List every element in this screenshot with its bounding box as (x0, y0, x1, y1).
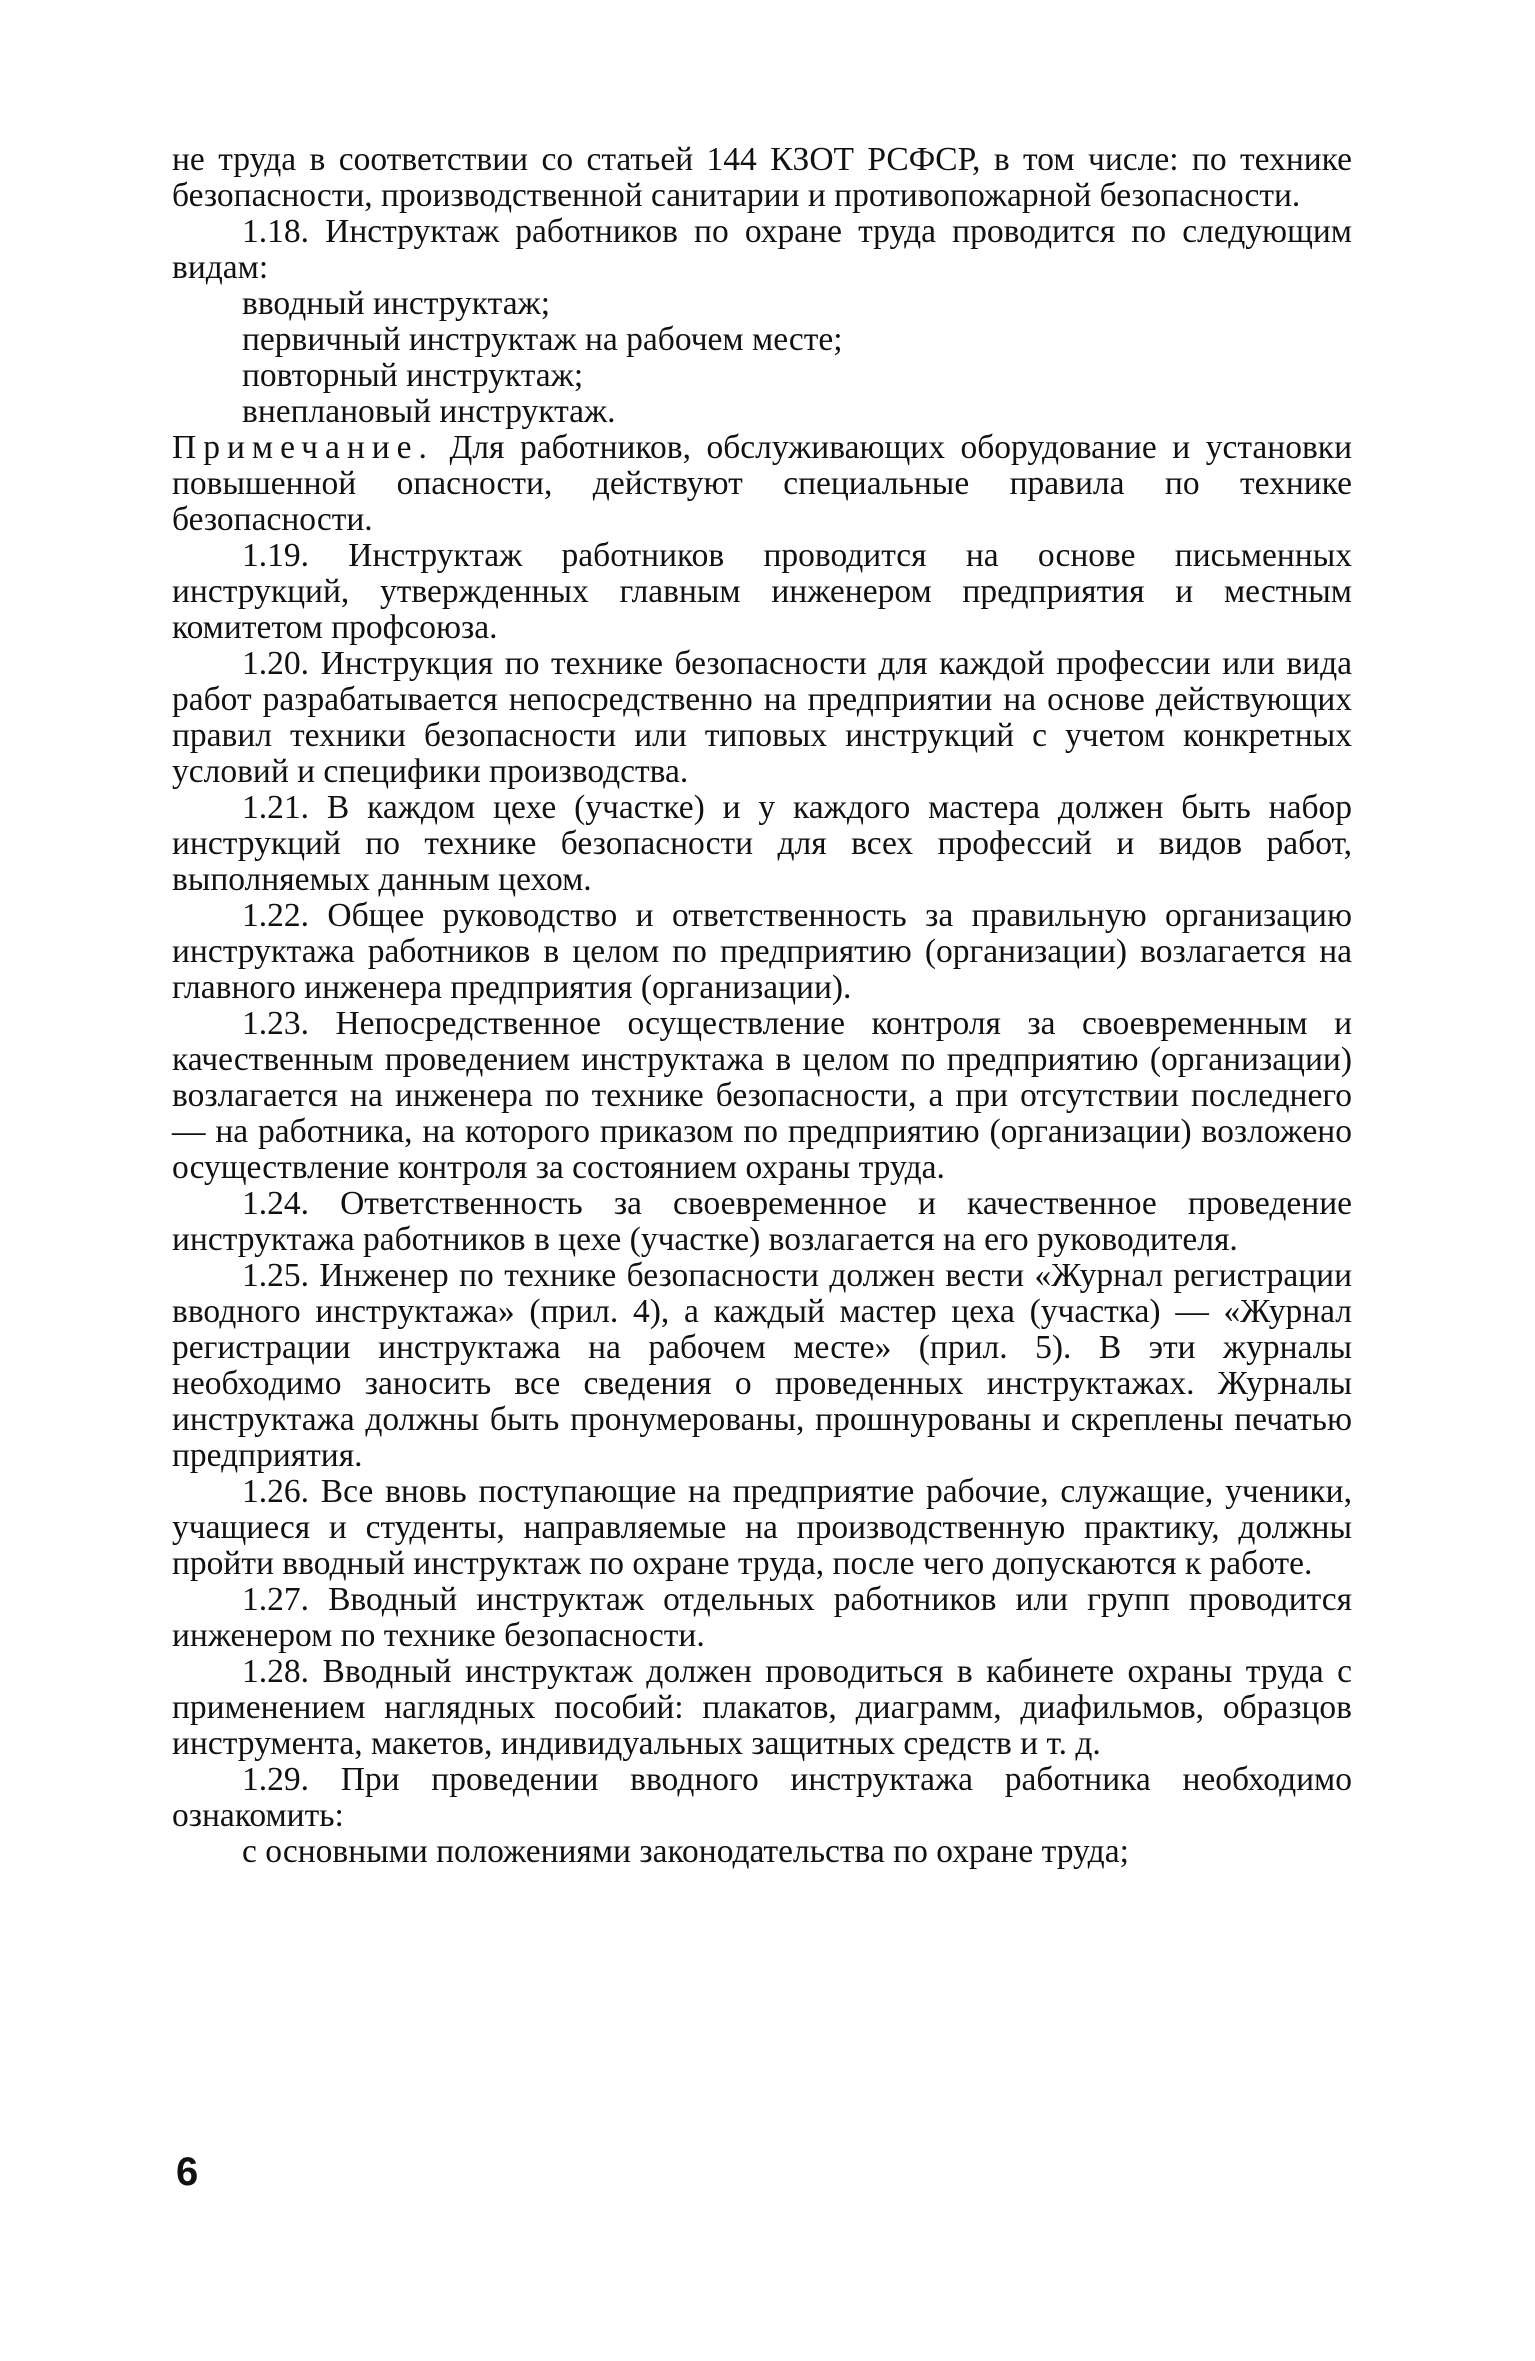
clause-1-24-paragraph: 1.24. Ответственность за своевременное и качественное проведение инструктажа работников в цехе (участке) возлагается на его руководителя. (172, 1185, 1352, 1258)
clause-1-21-paragraph: 1.21. В каждом цехе (участке) и у каждого мастера должен быть набор инструкций по технике безопасности для всех профессий и видов работ, выполняемых данным цехом. (172, 789, 1352, 898)
clause-1-29-list-item: с основными положениями законодательства по охране труда; (242, 1833, 1129, 1870)
clause-1-20-paragraph: 1.20. Инструкция по технике безопасности для каждой профессии или вида работ разрабатывается непосредственно на предприятии на основе действующих правил техники безопасности или типовых инструкций с учетом конкретных условий и специфики производства. (172, 645, 1352, 790)
clause-1-27-paragraph: 1.27. Вводный инструктаж отдельных работников или групп проводится инженером по технике безопасности. (172, 1581, 1352, 1654)
list-item: внеплановый инструктаж. (242, 393, 616, 430)
intro-continuation-paragraph: не труда в соответствии со статьей 144 КЗОТ РСФСР, в том числе: по технике безопасности, производственной санитарии и противопожарной безопасности. (172, 141, 1352, 214)
document-page (172, 142, 1352, 1870)
clause-1-28-paragraph: 1.28. Вводный инструктаж должен проводиться в кабинете охраны труда с применением наглядных пособий: плакатов, диаграмм, диафильмов, образцов инструмента, макетов, индивидуальных защитных средств и т. д. (172, 1653, 1352, 1762)
clause-1-19-paragraph: 1.19. Инструктаж работников проводится на основе письменных инструкций, утвержденных главным инженером предприятия и местным комитетом профсоюза. (172, 537, 1352, 646)
clause-1-23-paragraph: 1.23. Непосредственное осуществление контроля за своевременным и качественным проведением инструктажа в целом по предприятию (организации) возлагается на инженера по технике безопасности, а при отсутствии последнего — на работника, на которого приказом по предприятию (организации) возложено осуществление контроля за состоянием охраны труда. (172, 1005, 1352, 1186)
clause-1-18-paragraph: 1.18. Инструктаж работников по охране труда проводится по следующим видам: (172, 213, 1352, 286)
note-text: Для работников, обслуживающих оборудование и установки повышенной опасности, действуют специальные правила по технике безопасности. (172, 429, 1352, 538)
list-item: вводный инструктаж; (242, 285, 551, 322)
list-item: повторный инструктаж; (242, 357, 584, 394)
list-item: первичный инструктаж на рабочем месте; (242, 321, 843, 358)
clause-1-26-paragraph: 1.26. Все вновь поступающие на предприятие рабочие, служащие, ученики, учащиеся и студенты, направляемые на производственную практику, должны пройти вводный инструктаж по охране труда, после чего допускаются к работе. (172, 1473, 1352, 1582)
instruction-types-list (172, 286, 1352, 430)
page-number: 6 (176, 2150, 199, 2194)
clause-1-29-paragraph: 1.29. При проведении вводного инструктажа работника необходимо ознакомить: (172, 1761, 1352, 1834)
note-label: Примечание. (172, 429, 434, 466)
note-paragraph (172, 430, 1352, 538)
clause-1-25-paragraph: 1.25. Инженер по технике безопасности должен вести «Журнал регистрации вводного инструктажа» (прил. 4), а каждый мастер цеха (участка) — «Журнал регистрации инструктажа на рабочем месте» (прил. 5). В эти журналы необходимо заносить все сведения о проведенных инструктажах. Журналы инструктажа должны быть пронумерованы, прошнурованы и скреплены печатью предприятия. (172, 1257, 1352, 1474)
clause-1-22-paragraph: 1.22. Общее руководство и ответственность за правильную организацию инструктажа работников в целом по предприятию (организации) возлагается на главного инженера предприятия (организации). (172, 897, 1352, 1006)
